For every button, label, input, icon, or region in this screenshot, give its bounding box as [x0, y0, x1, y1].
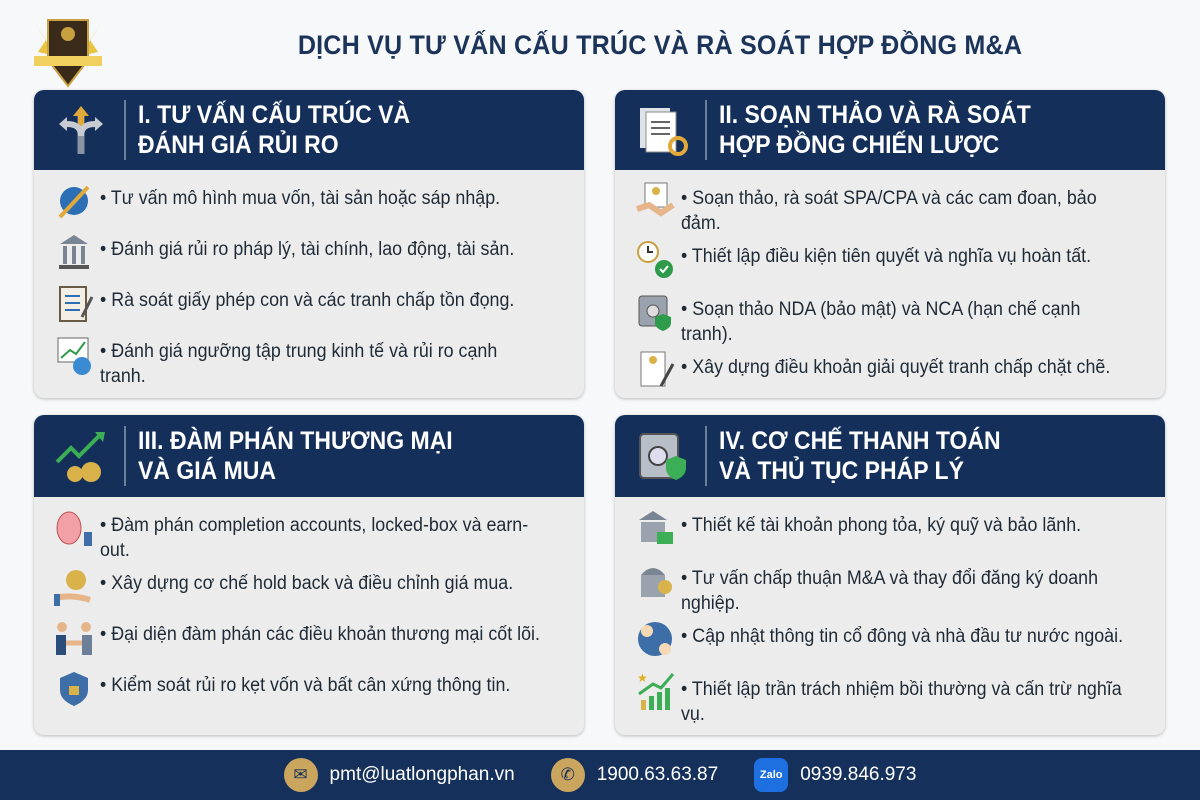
list-item: • Đàm phán completion accounts, locked-box và earn-out.	[48, 505, 574, 563]
hand-money-bag-icon	[48, 563, 100, 609]
clipboard-checklist-icon	[48, 280, 100, 326]
list-item: • Thiết lập điều kiện tiên quyết và nghĩa vụ hoàn tất.	[629, 236, 1155, 289]
globe-exchange-icon	[48, 178, 100, 224]
header-divider	[705, 426, 707, 486]
list-item: • Đánh giá ngưỡng tập trung kinh tế và rủi ro cạnh tranh.	[48, 331, 574, 389]
list-item: • Soạn thảo, rà soát SPA/CPA và các cam đoan, bảo đảm.	[629, 178, 1155, 236]
documents-gear-icon	[629, 99, 695, 161]
globe-investors-icon	[629, 616, 681, 662]
envelope-icon: ✉	[284, 758, 318, 792]
section-title: III. ĐÀM PHÁN THƯƠNG MẠI VÀ GIÁ MUA	[138, 427, 453, 485]
safe-shield-icon	[629, 289, 681, 335]
list-item: • Xây dựng cơ chế hold back và điều chỉnh giá mua.	[48, 563, 574, 614]
page-title: DỊCH VỤ TƯ VẤN CẤU TRÚC VÀ RÀ SOÁT HỢP ĐỒNG M&A	[297, 30, 1023, 60]
section-structure-risk	[34, 90, 584, 398]
section-title: II. SOẠN THẢO VÀ RÀ SOÁT HỢP ĐỒNG CHIẾN LƯỢC	[719, 101, 1031, 159]
list-item: • Đại diện đàm phán các điều khoản thương mại cốt lõi.	[48, 614, 574, 665]
contact-footer	[0, 750, 1200, 800]
contract-handshake-icon	[629, 178, 681, 224]
star-growth-chart-icon	[629, 669, 681, 715]
list-item: ★ • Thiết lập trần trách nhiệm bồi thường và cấn trừ nghĩa vụ.	[629, 669, 1155, 727]
email-contact[interactable]: ✉ pmt@luatlongphan.vn	[284, 758, 515, 792]
money-bags-growth-icon	[48, 425, 114, 487]
bank-cash-icon	[629, 505, 681, 551]
header-divider	[124, 426, 126, 486]
section-title: I. TƯ VẤN CẤU TRÚC VÀ ĐÁNH GIÁ RỦI RO	[138, 101, 411, 159]
shield-lock-icon	[48, 665, 100, 711]
list-item: • Rà soát giấy phép con và các tranh chấp tồn đọng.	[48, 280, 574, 331]
government-seal-icon	[629, 558, 681, 604]
section-contract-drafting	[615, 90, 1165, 398]
section-negotiation-price	[34, 415, 584, 735]
section-title: IV. CƠ CHẾ THANH TOÁN VÀ THỦ TỤC PHÁP LÝ	[719, 427, 1001, 485]
list-item: • Tư vấn chấp thuận M&A và thay đổi đăng ký doanh nghiệp.	[629, 558, 1155, 616]
brain-coins-icon	[48, 505, 100, 551]
header-divider	[705, 100, 707, 160]
phone-icon: ✆	[551, 758, 585, 792]
section-header	[615, 90, 1165, 170]
crossroads-arrows-icon	[48, 99, 114, 161]
chart-globe-icon	[48, 331, 100, 377]
document-pen-icon	[629, 347, 681, 393]
list-item: • Xây dựng điều khoản giải quyết tranh chấp chặt chẽ.	[629, 347, 1155, 398]
list-item: • Thiết kế tài khoản phong tỏa, ký quỹ và bảo lãnh.	[629, 505, 1155, 558]
list-item: • Đánh giá rủi ro pháp lý, tài chính, lao động, tài sản.	[48, 229, 574, 280]
list-item: • Soạn thảo NDA (bảo mật) và NCA (hạn chế cạnh tranh).	[629, 289, 1155, 347]
clock-check-icon	[629, 236, 681, 282]
list-item: • Tư vấn mô hình mua vốn, tài sản hoặc sáp nhập.	[48, 178, 574, 229]
long-phan-logo	[26, 12, 110, 92]
handshake-people-icon	[48, 614, 100, 660]
zalo-contact[interactable]: Zalo 0939.846.973	[754, 758, 916, 792]
header-divider	[124, 100, 126, 160]
section-header	[615, 415, 1165, 497]
section-header	[34, 90, 584, 170]
section-header	[34, 415, 584, 497]
svg-text:★: ★	[637, 671, 648, 685]
list-item: • Kiểm soát rủi ro kẹt vốn và bất cân xứng thông tin.	[48, 665, 574, 716]
courthouse-scales-icon	[48, 229, 100, 275]
zalo-icon: Zalo	[754, 758, 788, 792]
list-item: • Cập nhật thông tin cổ đông và nhà đầu tư nước ngoài.	[629, 616, 1155, 669]
section-payment-legal	[615, 415, 1165, 735]
vault-shield-icon	[629, 425, 695, 487]
phone-contact[interactable]: ✆ 1900.63.63.87	[551, 758, 719, 792]
